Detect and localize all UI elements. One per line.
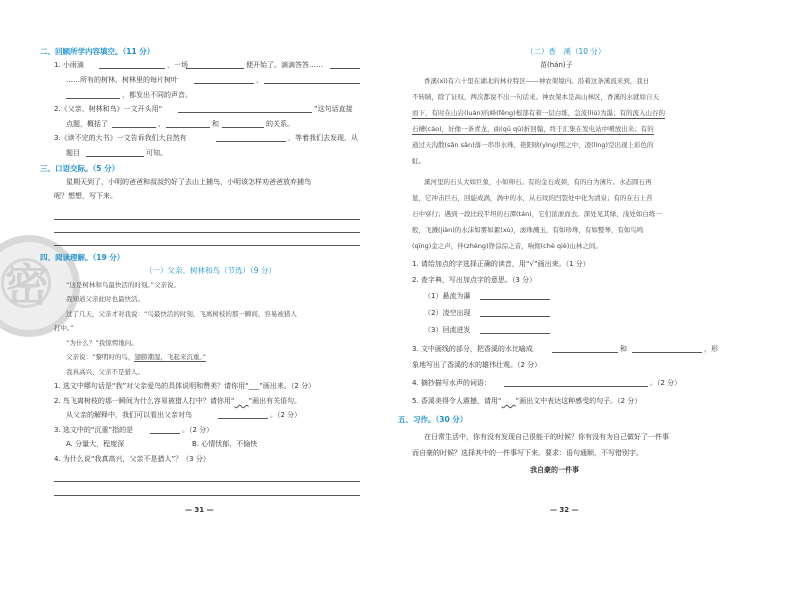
- passage-para: 而下，有时在山岩(luán)的峰(fēng)根部有着一层白练，急流(liú)为瀑；有的流入山谷的: [412, 109, 666, 117]
- answer-blank[interactable]: [264, 83, 360, 84]
- passage-para: 打中。”: [54, 324, 74, 332]
- q2-e: 和: [212, 120, 219, 128]
- passage-2-q5: 5. 香溪美得令人震撼，请用“ ”画出文中表达这种感受的句子。（2 分）: [412, 397, 642, 405]
- answer-blank[interactable]: [86, 156, 144, 157]
- oral-prompt-1: 星期天到了，小明的爸爸和叔叔约好了去山上捕鸟，小明该怎样劝爸爸放弃捕鸟: [66, 178, 311, 186]
- q2-d: 、: [158, 120, 165, 128]
- q3-b: ，等着我们去发现，从: [288, 134, 358, 142]
- passage-1-title: （一）父亲、树林和鸟（节选）（9 分）: [145, 266, 276, 275]
- answer-blank[interactable]: [218, 418, 268, 419]
- answer-blank[interactable]: [166, 127, 210, 128]
- passage-para: (qīng)金之声，伴(zhèng)铮淙淙之音，响彻(chè qiè)山林之间。: [412, 242, 602, 250]
- answer-blank[interactable]: [222, 127, 264, 128]
- writing-line[interactable]: [54, 245, 360, 246]
- passage-para: 父亲说：“黎明时的鸟，翅膀潮湿，飞起来沉重。”: [66, 353, 206, 361]
- reading-q2-sub: 从父亲的解释中，我们可以看出父亲对鸟: [66, 411, 192, 419]
- q1-a: 1. 小雨滴: [54, 61, 84, 69]
- section-5-title: 五、习作。（30 分）: [398, 415, 468, 424]
- answer-blank[interactable]: [552, 352, 618, 353]
- passage-para: “这是树林和鸟最快活的时刻。”父亲说。: [66, 281, 180, 289]
- passage-para: 石中穿行；遇到一段比较平坦的石潭(tán)，它们浓滚而去。深处见其绿，浅处如白练一: [412, 210, 662, 218]
- reading-q3-option-a[interactable]: A. 分量大，程度深: [66, 440, 125, 448]
- passage-para: 显，它冲击巨石，回旋成涡，涡中的水，从石纹的凹裂处中化为清泉；有的在石上苔: [412, 194, 653, 202]
- passage-2-q3-end: ，形: [704, 345, 718, 353]
- answer-blank[interactable]: [194, 83, 254, 84]
- q1-e: ，: [256, 76, 263, 84]
- q2-a: 2.《父亲、树林和鸟》一文开头用“: [54, 105, 163, 113]
- answer-blank[interactable]: [480, 299, 550, 300]
- passage-para: 溪河里的石头大如巨象，小如卵石。有的金石成颈，有的白为薄片。水态圆石再: [424, 178, 652, 186]
- passage-2-title: （二）香 溪（10 分）: [526, 47, 606, 56]
- writing-prompt-1: 在日常生活中，你有没有发现自己很能干的时候？你有没有为自己做好了一件事: [424, 433, 669, 441]
- reading-q1: 1. 选文中哪句话是“我”对父亲爱鸟的具体说明和赞美？请你用“___”画出来。（2 分）: [54, 382, 316, 390]
- passage-para: 通过天沟散(sǎn sǎn)落一串串水珠，艳阳映(yìng)照之中，凌(líng)空出现上彩色的: [412, 141, 654, 149]
- section-3-title: 三、口语交际。（5 分）: [40, 164, 120, 173]
- passage-2-q2: 2. 查字典，写出加点字的意思。（3 分）: [412, 276, 537, 284]
- passage-para: 我知道父亲此时也最快活。: [66, 295, 144, 303]
- writing-line[interactable]: [54, 232, 360, 233]
- passage-para: 香溪(xī)有六十里在湖北的林业特区——神农架境内。沿着这条溪流来到，我日: [424, 77, 650, 85]
- reading-q2-end: 。（2 分）: [270, 411, 302, 419]
- answer-blank[interactable]: [504, 386, 648, 387]
- reading-q3-end: 。（2 分）: [182, 426, 214, 434]
- writing-line[interactable]: [54, 481, 360, 482]
- answer-blank[interactable]: [150, 433, 180, 434]
- passage-para: 过了几天，父亲才对我说：“鸟最快活的时刻，飞离树枝的那一瞬间，容易被猎人: [66, 310, 297, 318]
- writing-line[interactable]: [54, 495, 360, 496]
- passage-2-author: 苗(hán)子: [540, 61, 573, 69]
- q3-d: 可知。: [146, 149, 167, 157]
- passage-2-q3-cont: 象地写出了香溪的水的雄伟壮观。（2 分）: [412, 361, 542, 369]
- reading-q3-option-b[interactable]: B. 心情忧郁，不愉快: [192, 440, 258, 448]
- answer-blank[interactable]: [330, 68, 360, 69]
- answer-blank[interactable]: [99, 68, 165, 69]
- q1-d: ……所有的树林、树林里的每片树叶: [66, 76, 178, 84]
- passage-2-q4-end: 。（2 分）: [650, 379, 682, 387]
- q2-f: 的关系。: [266, 120, 294, 128]
- q3-c: 题目: [66, 149, 80, 157]
- passage-para: “为什么？”我惊愕地问。: [66, 339, 138, 347]
- answer-blank[interactable]: [66, 98, 120, 99]
- answer-blank[interactable]: [112, 127, 156, 128]
- passage-para: 我真高兴，父亲不是猎人。: [66, 368, 144, 376]
- passage-para: 不转睛，除了证叹，两次都说不出一句话来。神农架本是高山林区，香溪的水就如自天: [412, 93, 659, 101]
- essay-title: 我自豪的一件事: [530, 466, 579, 474]
- q3-a: 3.《读不完的大书》一文告诉我们大自然有: [54, 134, 187, 142]
- answer-blank[interactable]: [480, 333, 550, 334]
- q2-item-1: （1）悬流为瀑: [424, 292, 471, 300]
- q2-b: ”这句话直接: [314, 105, 353, 113]
- answer-blank[interactable]: [480, 316, 550, 317]
- passage-2-q3: 3. 文中画线的部分，把香溪的水比喻成: [412, 345, 533, 353]
- watermark-stamp: 密: [0, 235, 80, 337]
- q2-item-2: （2）凌空出现: [424, 309, 471, 317]
- q1-c: 便开始了。滴滴答答……: [246, 61, 323, 69]
- page-number: — 32 —: [550, 506, 579, 514]
- answer-blank[interactable]: [216, 141, 286, 142]
- right-page: [400, 0, 800, 590]
- page-number: — 31 —: [185, 506, 214, 514]
- reading-q4: 4. 为什么说“我真高兴，父亲不是猎人”？（3 分）: [54, 455, 210, 463]
- answer-blank[interactable]: [186, 68, 244, 69]
- passage-2-q3-and: 和: [620, 345, 627, 353]
- writing-prompt-2: 而自豪的时候？选择其中的一件事写下来。要求：语句通顺，不写错别字。: [412, 449, 643, 457]
- passage-2-q4: 4. 摘抄描写水声的词语：: [412, 379, 491, 387]
- q2-item-3: （3）回流迸发: [424, 326, 471, 334]
- passage-2-q1: 1. 请给加点的字选择正确的读音，用“√”画出来。（1 分）: [412, 260, 590, 268]
- q1-b: ，一场: [167, 61, 188, 69]
- passage-para: 虹。: [412, 157, 425, 165]
- section-4-title: 四、阅读理解。（19 分）: [40, 253, 125, 262]
- writing-line[interactable]: [54, 219, 360, 220]
- oral-prompt-2: 呢？想想，写下来。: [54, 192, 117, 200]
- reading-q3: 3. 选文中的“沉重”指的是: [54, 426, 134, 434]
- answer-blank[interactable]: [178, 112, 312, 113]
- reading-q2: 2. 鸟飞离树枝的那一瞬间为什么容易被猎人打中？请你用“ ”画出有关语句。: [54, 397, 302, 405]
- passage-para: 般，飞溅(jiàn)的水沫如雾如絮(xù)，滚珠溅玉，有如珍珠，有如整琴，有如鸟鸣: [412, 226, 644, 234]
- answer-blank[interactable]: [632, 352, 702, 353]
- passage-para: 石槽(cáo)，好像一条青龙，曲(qū qū)折回翰，终于汇集在发电站中噴放出来；有的: [412, 125, 654, 133]
- section-2-title: 二、回顾所学内容填空。（11 分）: [40, 47, 155, 56]
- q2-c: 点题，概括了: [66, 120, 108, 128]
- q1-f: ，都发出不同的声音。: [122, 91, 192, 99]
